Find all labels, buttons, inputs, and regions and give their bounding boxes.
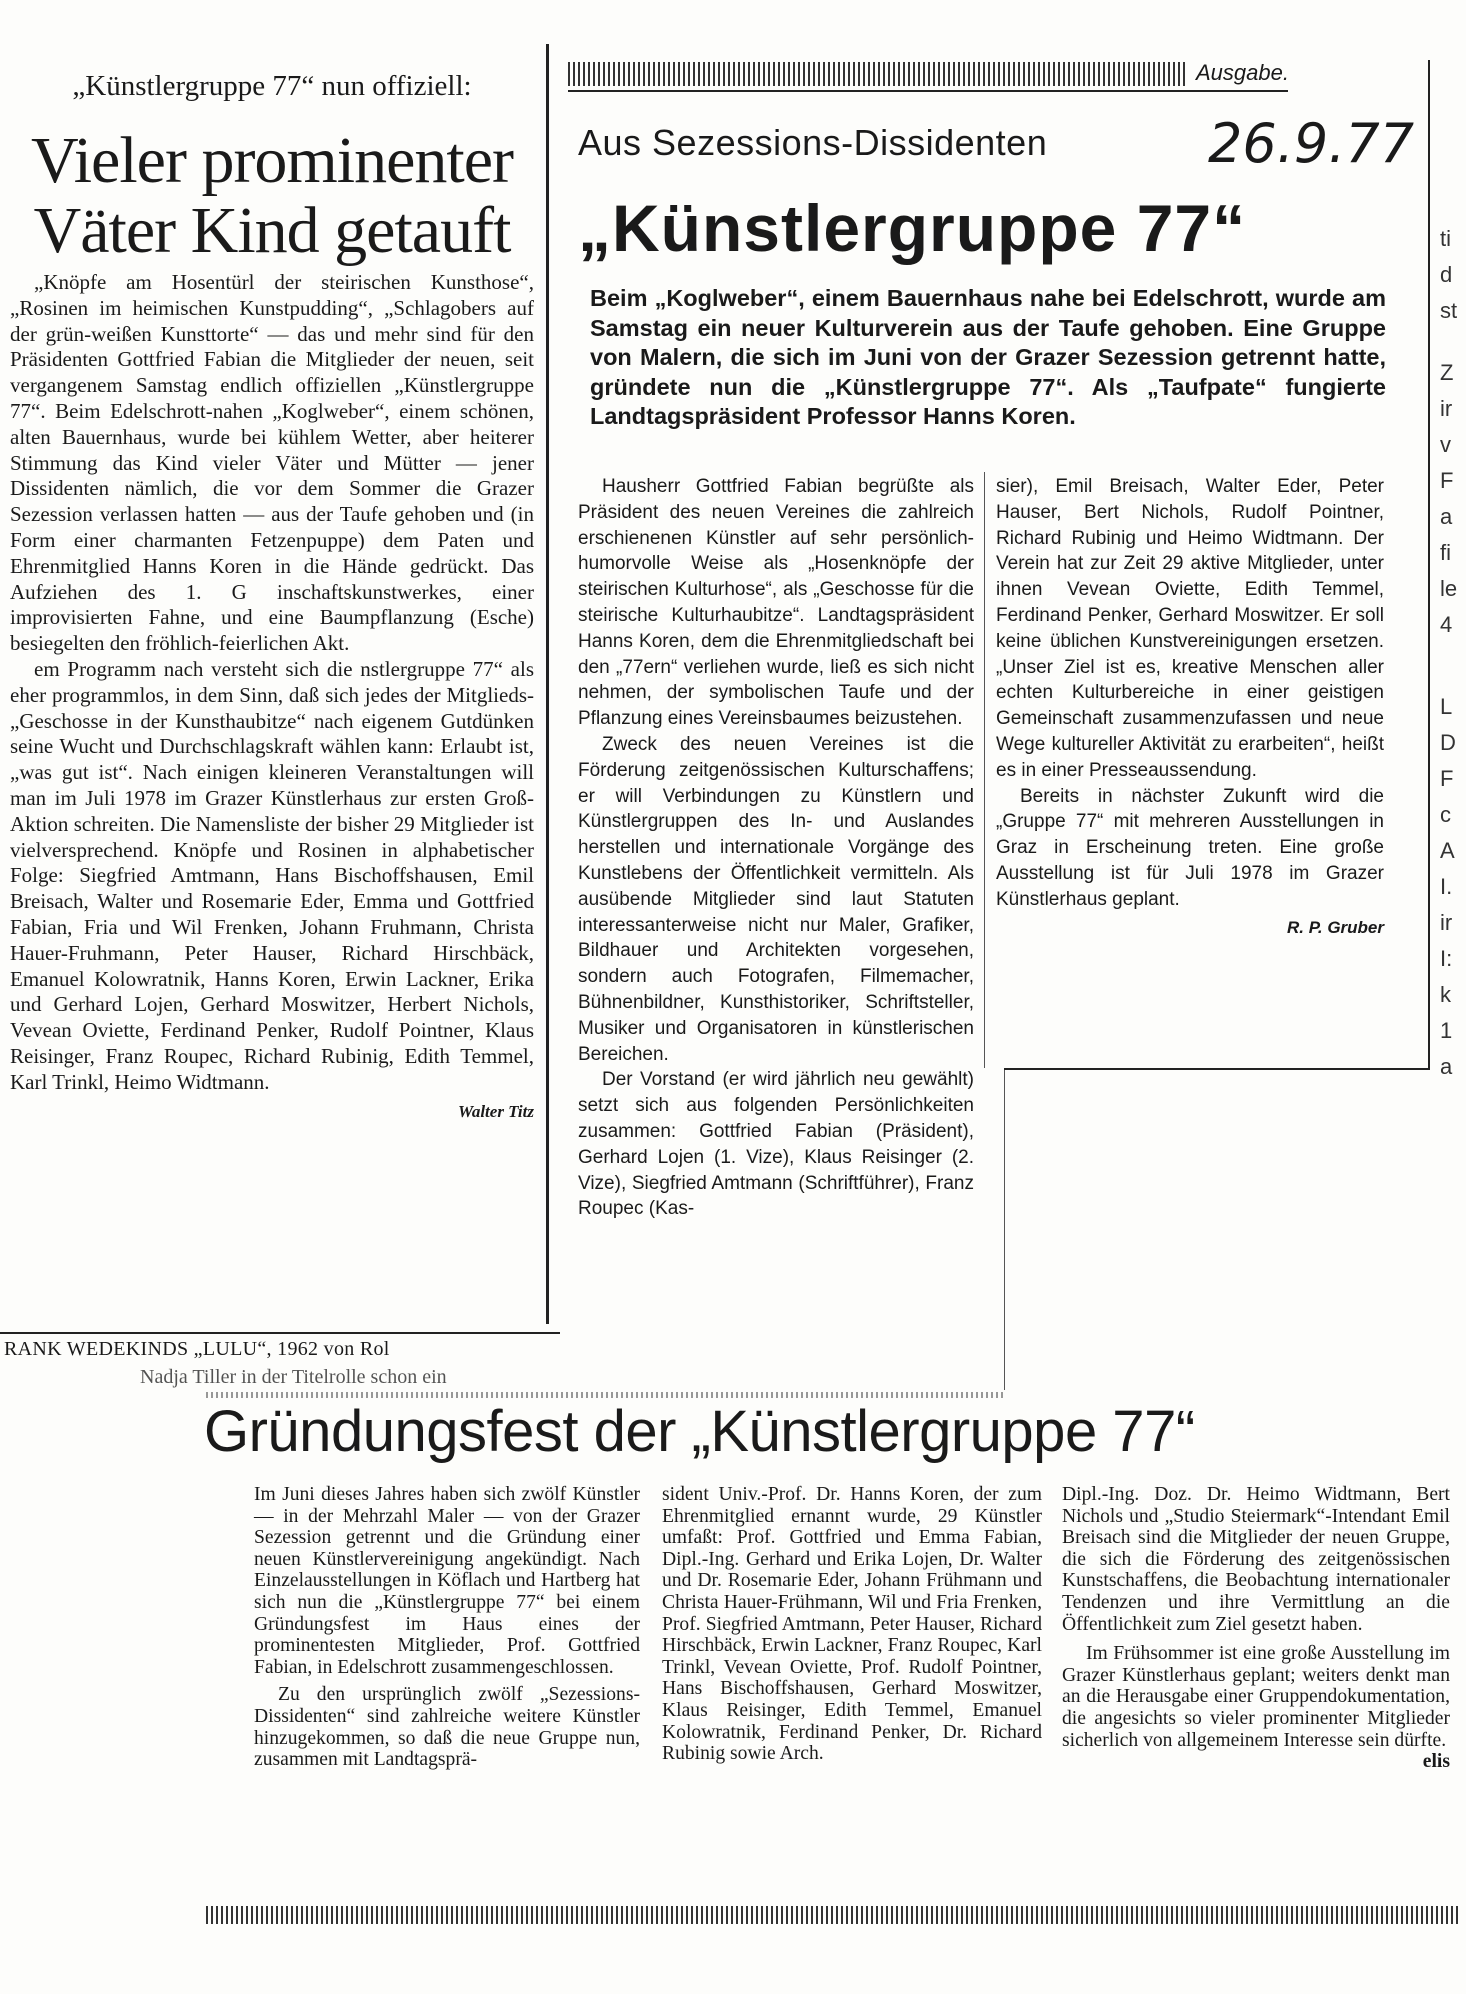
masthead-strip: [568, 62, 1188, 86]
edge-letter: I:: [1440, 946, 1453, 971]
article-3-col3: [1062, 1484, 1450, 1773]
column-rule: [984, 472, 985, 1068]
article-2-lead: Beim „Koglweber“, einem Bauernhaus nahe bei Edelschrott, wurde am Samstag ein neuer Kulturverein aus der Taufe gehoben. Eine Gruppe von Malern, die sich im Juni von der Grazer Sezession getrennt hatte, gründete nun die „Künstlergruppe 77“. Als „Taufpate“ fungierte Landtagspräsident Professor Hanns Koren.: [590, 285, 1386, 429]
article-2-headline: „Künstlergruppe 77“: [578, 191, 1247, 265]
edge-letter: a: [1440, 504, 1453, 529]
article-1-kicker: „Künstlergruppe 77“ nun offiziell:: [72, 70, 472, 102]
masthead-rule: [568, 90, 1288, 92]
bottom-strip: [206, 1906, 1460, 1924]
article-2-paragraph: Der Vorstand (er wird jährlich neu gewählt) setzt sich aus folgenden Persönlichkeiten zusammen: Gottfried Fabian (Präsident), Gerhard Lojen (1. Vize), Klaus Reisinger (2. Vize), Siegfried Amtmann (Schriftführer), Franz Roupec (Kas-: [578, 1069, 974, 1220]
article-1-headline-line2: Väter Kind getauft: [33, 194, 511, 267]
article-3-paragraph: Dipl.-Ing. Doz. Dr. Heimo Widtmann, Bert Nichols und „Studio Steiermark“-Intendant Emil Breisach sind die Mitglieder der neuen Gruppe, die sich die Förderung des zeitgenössischen Kunstschaffens, die Beobachtung internationaler Tendenzen und ihre Vermittlung an die Öffentlichkeit zum Ziel gesetzt haben.: [1062, 1484, 1450, 1635]
column-rule: [1428, 60, 1430, 1070]
article-1: [4, 58, 540, 1326]
article-3-paragraph: sident Univ.-Prof. Dr. Hanns Koren, der zum Ehrenmitglied ernannt wurde, 29 Künstler umfaßt: Prof. Gottfried und Emma Fabian, Dipl.-Ing. Gerhard und Erika Lojen, Dr. Walter und Dr. Rosemarie Eder, Johann Frühmann und Christa Hauer-Frühmann, Wil und Fria Frenken, Prof. Siegfried Amtmann, Peter Hauser, Richard Hirschbäck, Erwin Lackner, Franz Roupec, Karl Trinkl, Vevean Oviette, Prof. Rudolf Pointner, Hans Bischoffshausen, Gerhard Moswitzer, Klaus Reisinger, Edith Temmel, Emanuel Kolowratnik, Ferdinand Penker, Dr. Richard Rubinig sowie Arch.: [662, 1484, 1042, 1765]
edge-letter: A: [1440, 838, 1455, 863]
column-rule: [546, 44, 549, 1324]
edge-letter: D: [1440, 730, 1456, 755]
article-1-paragraph: „Knöpfe am Hosentürl der steirischen Kunsthose“, „Rosinen im heimischen Kunstpudding“, „Schlagobers auf der grün-weißen Kunsttorte“ — das und mehr sind für den Präsidenten Gottfried Fabian die Mitglieder der neuen, seit vergangenem Samstag endlich offiziellen „Künstlergruppe 77“. Beim Edelschrott-nahen „Koglweber“, einem schönen, alten Bauernhaus, wurde bei kühlem Wetter, aber heiterer Stimmung das Kind vieler Väter und Mütter — jener Dissidenten nämlich, die vor dem Sommer die Grazer Sezession verlassen hatten — aus der Taufe gehoben und (in Form einer charmanten Fetzenpuppe) dem Paten und Ehrenmitglied Hanns Koren in die Hände gedrückt. Das Aufziehen des 1. G inschaftskunstwerkes, einer improvisierten Fahne, und eine Baumpflanzung (Esche) besiegelten den fröhlich-feierlichen Akt.: [10, 270, 534, 656]
article-3-col1: [254, 1484, 640, 1771]
edge-letter: F: [1440, 766, 1454, 791]
edge-letter: ti: [1440, 226, 1451, 251]
article-2-paragraph: Bereits in nächster Zukunft wird die „Gruppe 77“ mit mehreren Ausstellungen in Graz in Erscheinung treten. Eine große Ausstellung ist für Juli 1978 im Grazer Künstlerhaus geplant.: [996, 785, 1384, 910]
edge-letter: 1: [1440, 1018, 1453, 1043]
date-handwritten: 26.9.77: [1208, 112, 1415, 175]
column-rule: [1004, 1068, 1005, 1390]
article-2-paragraph: Hausherr Gottfried Fabian begrüßte als Präsident des neuen Vereines die zahlreich erschienenen Künstler auf sehr persönlich-humorvolle Weise als „Hosenknöpfe der steirischen Kulturhose“, als „Geschosse für die steirische Kulturhaubitze“. Landtagspräsident Hanns Koren, dem die Ehrenmitgliedschaft bei den „77ern“ verliehen wurde, ließ es sich nicht nehmen, der symbolischen Taufe und der Pflanzung eines Vereinsbaumes beizustehen.: [578, 476, 974, 730]
edge-letter: a: [1440, 1054, 1453, 1079]
fragment-line-1: RANK WEDEKINDS „LULU“, 1962 von Rol: [4, 1338, 390, 1360]
article-3-headline: Gründungsfest der „Künstlergruppe 77“: [204, 1399, 1195, 1464]
article-2-paragraph: Zweck des neuen Vereines ist die Förderung zeitgenössischen Kulturschaffens; er will Verbindungen zu Künstlern und Künstlergruppen des In- und Auslandes herstellen und internationale Vorgänge des Kunstlebens der Öffentlichkeit vermitteln. Als ausübende Mitglieder sind laut Statuten interessanterweise nicht nur Maler, Grafiker, Bildhauer und Architekten vorgesehen, sondern auch Fotografen, Filmemacher, Bühnenbildner, Kunsthistoriker, Schriftsteller, Musiker und Organisatoren in künstlerischen Bereichen.: [578, 733, 974, 1065]
article-1-paragraph: em Programm nach versteht sich die nstlergruppe 77“ als eher programmlos, in dem Sinn, daß sich jedes der Mitglieds-„Geschosse in der Kunsthaubitze“ nach eigenem Gutdünken seine Wucht und Durchschlagskraft wählen kann: Erlaubt ist, „was gut ist“. Nach einigen kleineren Veranstaltungen will man im Juli 1978 im Grazer Künstlerhaus zur ersten Groß-Aktion schreiten. Die Namensliste der bisher 29 Mitglieder ist vielversprechend. Knöpfe und Rosinen in alphabetischer Folge: Siegfried Amtmann, Hans Bischoffshausen, Emil Breisach, Walter und Rosemarie Eder, Emma und Gottfried Fabian, Fria und Wil Frenken, Johann Fruhmann, Christa Hauer-Fruhmann, Peter Hauser, Richard Hirschbäck, Emanuel Kolowratnik, Hanns Koren, Erwin Lackner, Erika und Gerhard Lojen, Gerhard Moswitzer, Herbert Nichols, Vevean Oviette, Ferdinand Penker, Rudolf Pointner, Klaus Reisinger, Franz Roupec, Richard Rubinig, Edith Temmel, Karl Trinkl, Heimo Widtmann.: [10, 656, 534, 1094]
article-3-paragraph: Im Frühsommer ist eine große Ausstellung im Grazer Künstlerhaus geplant; weiters denkt man an die Herausgabe einer Gruppendokumentation, die angesichts so vieler prominenter Mitglieder sicherlich von allgemeinem Interesse sein dürfte.: [1062, 1643, 1450, 1751]
article-2-byline: R. P. Gruber: [1287, 917, 1384, 937]
article-3-col2: [662, 1484, 1042, 1765]
article-2-col2: [996, 474, 1384, 940]
edge-letter: d: [1440, 262, 1453, 287]
edge-letter: L: [1440, 694, 1453, 719]
edge-letter: Z: [1440, 360, 1454, 385]
edition-label: Ausgabe.: [1196, 60, 1289, 85]
column-rule: [1004, 1068, 1428, 1070]
article-3-paragraph: Im Juni dieses Jahres haben sich zwölf Künstler — in der Mehrzahl Maler — von der Grazer Sezession getrennt und die Gründung einer neuen Künstlervereinigung angekündigt. Nach Einzelausstellungen in Köflach und Hartberg hat sich nun die „Künstlergruppe 77“ bei einem Gründungsfest im Haus eines der prominentesten Mitglieder, Prof. Gottfried Fabian, in Edelschrott zusammengeschlossen.: [254, 1484, 640, 1678]
fragment-line-2: Nadja Tiller in der Titelrolle schon ein: [140, 1366, 447, 1388]
article-1-byline: Walter Titz: [457, 1101, 534, 1121]
edge-letter: ir: [1440, 396, 1453, 421]
clipped-edge-text: [1440, 226, 1466, 1090]
article-2-kicker: Aus Sezessions-Dissidenten: [578, 122, 1048, 163]
edge-letter: k: [1440, 982, 1451, 1007]
edge-letter: st: [1440, 298, 1458, 323]
edge-letter: v: [1440, 432, 1451, 457]
article-3-byline: elis: [1422, 1751, 1450, 1773]
edge-letter: c: [1440, 802, 1451, 827]
edge-letter: le: [1440, 576, 1458, 601]
edge-letter: 4: [1440, 612, 1453, 637]
edge-letter: F: [1440, 468, 1454, 493]
article-1-body: [10, 270, 534, 1122]
edge-letter: I.: [1440, 874, 1453, 899]
article-1-headline-line1: Vieler prominenter: [31, 124, 513, 197]
article-3-paragraph: Zu den ursprünglich zwölf „Sezessions-Dissidenten“ sind zahlreiche weitere Künstler hinzugekommen, so daß die neue Gruppe nun, zusammen mit Landtagsprä-: [254, 1684, 640, 1771]
edge-letter: ir: [1440, 910, 1453, 935]
fragment-rule: [0, 1332, 560, 1334]
edge-letter: fi: [1440, 540, 1451, 565]
article-2-paragraph: sier), Emil Breisach, Walter Eder, Peter Hauser, Bert Nichols, Rudolf Pointner, Richard Rubinig und Heimo Widtmann. Der Verein hat zur Zeit 29 aktive Mitglieder, unter ihnen Vevean Oviette, Edith Temmel, Ferdinand Penker, Gerhard Moswitzer. Er soll keine üblichen Kunstvereinigungen ersetzen. „Unser Ziel ist es, kreative Menschen aller echten Kulturbereiche in einer geistigen Gemeinschaft zusammenzufassen und neue Wege kultureller Aktivität zu erarbeiten“, heißt es in einer Presseaussendung.: [996, 476, 1384, 781]
article-2-col1: [578, 474, 974, 1222]
